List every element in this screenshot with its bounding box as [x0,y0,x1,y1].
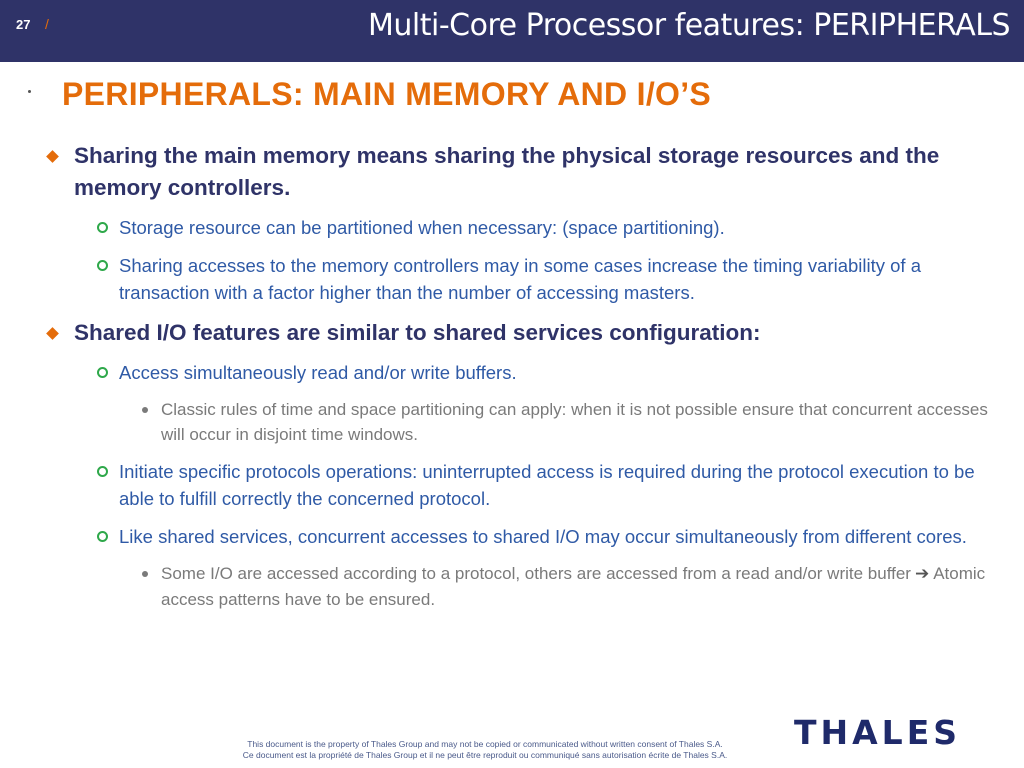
gray-dot-icon [142,571,148,577]
bullet-text: Shared I/O features are similar to shared services configuration: [74,320,761,345]
green-circle-icon [97,466,108,477]
footer-disclaimer [170,739,800,761]
orange-diamond-icon [46,150,59,163]
bullet-text: Some I/O are accessed according to a protocol, others are accessed from a read and/or write buffer [161,564,911,583]
right-arrow-icon: ➔ [914,564,930,584]
bullet-text: Like shared services, concurrent accesses to shared I/O may occur simultaneously from different cores. [119,526,967,547]
section-title: PERIPHERALS: MAIN MEMORY AND I/O’S [62,76,712,112]
sub-bullet-access-buffers [40,359,1000,386]
slide-number: 27 [16,17,31,32]
green-circle-icon [97,367,108,378]
sub-sub-bullet-partitioning-rules [40,397,1000,447]
green-circle-icon [97,531,108,542]
bullet-text: Initiate specific protocols operations: uninterrupted access is required during the protocol execution to be able to fulfill correctly the concerned protocol. [119,461,975,509]
bullet-text: Sharing the main memory means sharing the physical storage resources and the memory controllers. [74,143,940,200]
slide-number-separator: / [45,16,49,32]
green-circle-icon [97,222,108,233]
bullet-text: Storage resource can be partitioned when necessary: (space partitioning). [119,217,725,238]
footer-line-english: This document is the property of Thales Group and may not be copied or communicated without written consent of Thales S.A. [247,739,723,749]
green-circle-icon [97,260,108,271]
slide-header-title: Multi-Core Processor features: PERIPHERALS [368,8,1010,43]
header-bar [0,0,1024,62]
footer-line-french: Ce document est la propriété de Thales Group et il ne peut être reproduit ou communiqué sans autorisation écrite de Thales S.A. [242,750,728,760]
sub-bullet-memory-controllers [40,252,1000,306]
gray-dot-icon [142,407,148,413]
orange-diamond-icon [46,327,59,340]
thales-logo: THALES [794,713,962,752]
bullet-shared-io [40,317,1000,349]
bullet-list [40,140,1000,623]
sub-bullet-storage-partition [40,214,1000,241]
bullet-text: Classic rules of time and space partitioning can apply: when it is not possible ensure that concurrent accesses will occur in disjoint time windows. [161,400,988,444]
title-marker-dot [28,90,31,93]
sub-bullet-protocol-operations [40,458,1000,512]
sub-sub-bullet-atomic-access [40,561,1000,612]
bullet-text: Atomic access patterns have to be ensured. [161,564,986,609]
bullet-main-memory [40,140,1000,204]
bullet-text: Sharing accesses to the memory controllers may in some cases increase the timing variability of a transaction with a factor higher than the number of accessing masters. [119,255,922,303]
sub-bullet-concurrent-accesses [40,523,1000,550]
bullet-text: Access simultaneously read and/or write buffers. [119,362,517,383]
